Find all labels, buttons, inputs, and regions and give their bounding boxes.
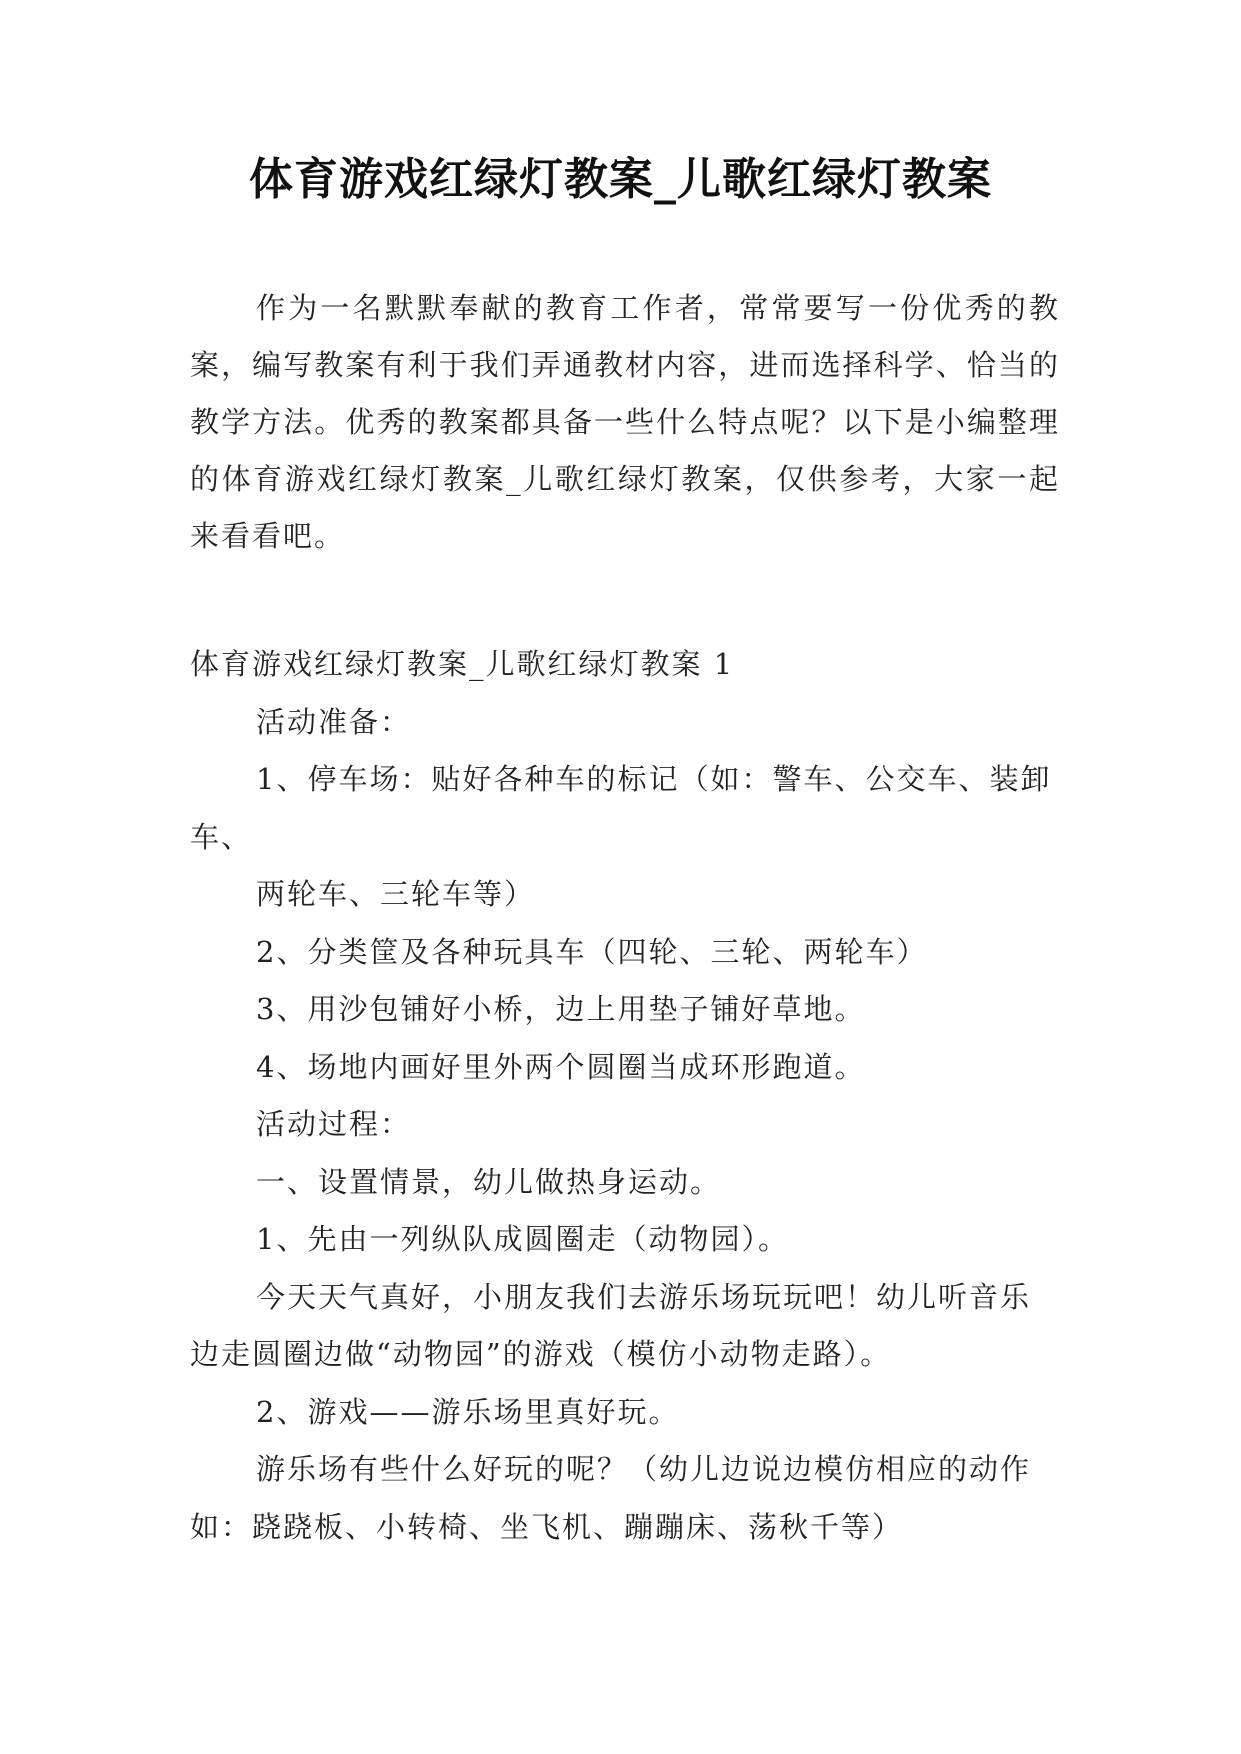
paragraph-activity-prep: 活动准备： (256, 704, 412, 739)
intro-paragraph: 作为一名默默奉献的教育工作者，常常要写一份优秀的教案，编写教案有利于我们弄通教材内容，进而选择科学、恰当的教学方法。优秀的教案都具备一些什么特点呢？以下是小编整理的体育游戏红绿灯教案_儿歌红绿灯教案，仅供参考，大家一起来看看吧。 (190, 291, 1060, 553)
paragraph-process-substep-1: 1、先由一列纵队成圆圈走（动物园）。 (256, 1222, 789, 1256)
paragraph-prep-item-2: 2、分类筐及各种玩具车（四轮、三轮、两轮车） (256, 934, 928, 969)
document-title: 体育游戏红绿灯教案_儿歌红绿灯教案 (249, 154, 992, 205)
section-block (190, 636, 1060, 1556)
paragraph-process-substep-2: 2、游戏——游乐场里真好玩。 (256, 1394, 680, 1429)
paragraph-prep-item-3: 3、用沙包铺好小桥，边上用垫子铺好草地。 (256, 992, 866, 1026)
paragraph-prep-item-1: 1、停车场：贴好各种车的标记（如：警车、公交车、装卸车、 (190, 762, 1052, 854)
paragraph-process-description-1: 今天天气真好，小朋友我们去游乐场玩玩吧！幼儿听音乐边走圆圈边做“动物园”的游戏（模仿小动物走路）。 (190, 1279, 1032, 1371)
paragraph-process-step-1: 一、设置情景，幼儿做热身运动。 (256, 1164, 722, 1199)
paragraph-prep-item-4: 4、场地内画好里外两个圆圈当成环形跑道。 (256, 1049, 866, 1084)
paragraph-process-description-2: 游乐场有些什么好玩的呢？（幼儿边说边模仿相应的动作如：跷跷板、小转椅、坐飞机、蹦蹦床、荡秋千等） (190, 1452, 1032, 1544)
paragraph-activity-process: 活动过程： (256, 1107, 412, 1141)
intro-block (190, 280, 1060, 565)
section-heading: 体育游戏红绿灯教案_儿歌红绿灯教案 1 (190, 647, 735, 681)
paragraph-prep-item-1-cont: 两轮车、三轮车等） (256, 877, 536, 911)
